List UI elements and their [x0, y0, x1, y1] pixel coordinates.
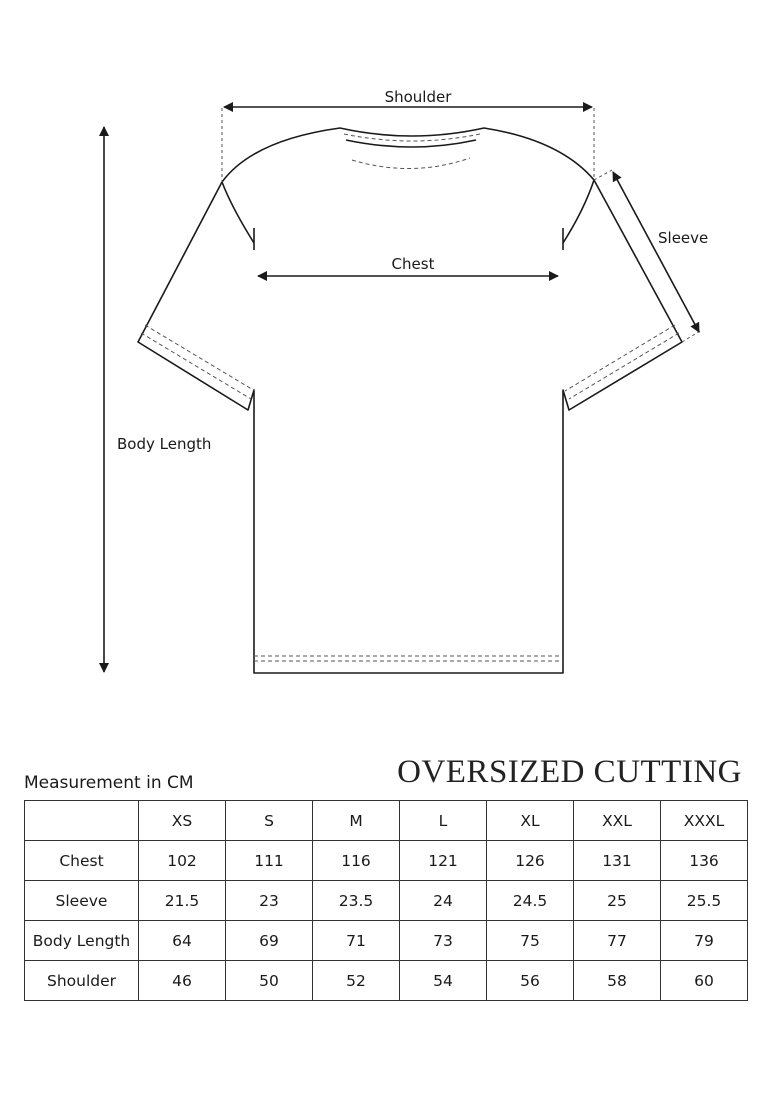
- size-header-row: [25, 801, 748, 841]
- value-cell: 21.5: [139, 881, 226, 921]
- value-cell: 24: [400, 881, 487, 921]
- row-label-cell: Shoulder: [25, 961, 139, 1001]
- right-sleeve-hem-stitch: [569, 333, 679, 399]
- row-label-cell: Chest: [25, 841, 139, 881]
- value-cell: 126: [487, 841, 574, 881]
- value-cell: 121: [400, 841, 487, 881]
- size-header-cell: S: [226, 801, 313, 841]
- size-header-cell: XXXL: [661, 801, 748, 841]
- left-armhole-line: [222, 182, 254, 243]
- value-cell: 52: [313, 961, 400, 1001]
- value-cell: 24.5: [487, 881, 574, 921]
- value-cell: 73: [400, 921, 487, 961]
- collar-inner-line: [346, 140, 476, 147]
- measurement-unit-note: Measurement in CM: [24, 773, 194, 793]
- value-cell: 54: [400, 961, 487, 1001]
- sleeve-guide-top: [594, 170, 612, 180]
- value-cell: 46: [139, 961, 226, 1001]
- right-sleeve-hem-stitch-2: [565, 325, 675, 391]
- value-cell: 23.5: [313, 881, 400, 921]
- value-cell: 25.5: [661, 881, 748, 921]
- sleeve-guide-bottom: [682, 331, 700, 342]
- table-row: [25, 841, 748, 881]
- corner-cell: [25, 801, 139, 841]
- row-label-cell: Body Length: [25, 921, 139, 961]
- value-cell: 116: [313, 841, 400, 881]
- value-cell: 71: [313, 921, 400, 961]
- value-cell: 102: [139, 841, 226, 881]
- value-cell: 23: [226, 881, 313, 921]
- size-chart-table: [24, 800, 748, 1001]
- sleeve-label: Sleeve: [658, 229, 709, 247]
- body-length-label: Body Length: [117, 435, 212, 453]
- value-cell: 77: [574, 921, 661, 961]
- sleeve-arrow: [613, 172, 699, 332]
- value-cell: 56: [487, 961, 574, 1001]
- left-sleeve-hem-stitch: [141, 333, 251, 399]
- oversized-cutting-title: OVERSIZED CUTTING: [397, 754, 742, 790]
- value-cell: 69: [226, 921, 313, 961]
- collar-stitch: [344, 134, 480, 141]
- value-cell: 111: [226, 841, 313, 881]
- value-cell: 131: [574, 841, 661, 881]
- chest-label: Chest: [391, 255, 435, 273]
- table-row: [25, 881, 748, 921]
- row-label-cell: Sleeve: [25, 881, 139, 921]
- size-header-cell: XXL: [574, 801, 661, 841]
- size-header-cell: M: [313, 801, 400, 841]
- value-cell: 60: [661, 961, 748, 1001]
- value-cell: 64: [139, 921, 226, 961]
- collar-stitch-lower: [352, 158, 470, 169]
- right-armhole-line: [563, 180, 594, 243]
- table-row: [25, 961, 748, 1001]
- size-header-cell: XS: [139, 801, 226, 841]
- value-cell: 136: [661, 841, 748, 881]
- shoulder-label: Shoulder: [384, 88, 452, 106]
- value-cell: 50: [226, 961, 313, 1001]
- value-cell: 25: [574, 881, 661, 921]
- value-cell: 79: [661, 921, 748, 961]
- size-header-cell: L: [400, 801, 487, 841]
- size-header-cell: XL: [487, 801, 574, 841]
- tshirt-outline: [138, 128, 682, 673]
- table-row: [25, 921, 748, 961]
- value-cell: 58: [574, 961, 661, 1001]
- value-cell: 75: [487, 921, 574, 961]
